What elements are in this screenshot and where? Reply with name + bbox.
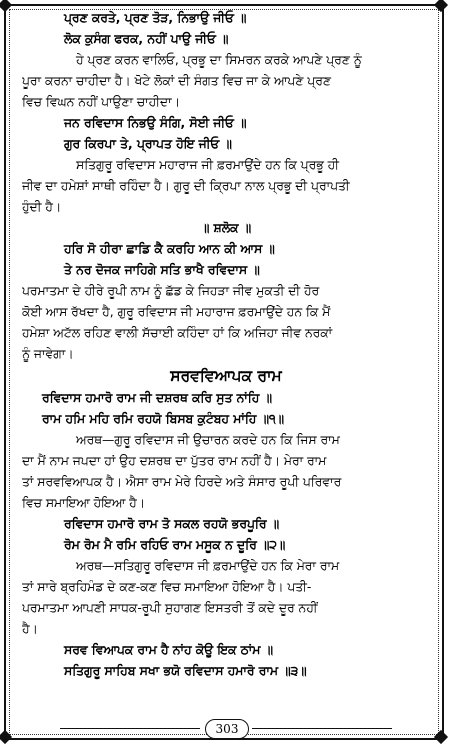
verse-line: ਸਤਿਗੁਰੂ ਸਾਹਿਬ ਸਖਾ ਭਯੋ ਰਵਿਦਾਸ ਹਮਾਰੋ ਰਾਮ ॥੩॥ <box>64 664 307 678</box>
paragraph-line: ਹਮੇਸ਼ਾ ਅਟੱਲ ਰਹਿਣ ਵਾਲੀ ਸੱਚਾਈ ਕਹਿੰਦਾ ਹਾਂ ਕਿ ਅਜਿਹਾ ਜੀਵ ਨਰਕਾਂ <box>22 326 333 340</box>
paragraph-line: ਕੋਈ ਆਸ ਰੱਖਦਾ ਹੈ, ਗੁਰੂ ਰਵਿਦਾਸ ਜੀ ਮਹਾਰਾਜ ਫ਼ਰਮਾਉਂਦੇ ਹਨ ਕਿ ਮੈਂ <box>22 305 331 319</box>
paragraph-line: ਪਰਮਾਤਮਾ ਆਪਣੀ ਸਾਧਕ-ਰੂਪੀ ਸੁਹਾਗਣ ਇਸਤਰੀ ਤੋਂ ਕਦੇ ਦੂਰ ਨਹੀਂ <box>22 601 318 615</box>
verse-line: ਪ੍ਰਣ ਕਰਤੇ, ਪ੍ਰਣ ਤੋੜ, ਨਿਭਾਉ ਜੀਓ ॥ <box>64 11 247 25</box>
paragraph-line: ਤਾਂ ਸਾਰੇ ਬ੍ਰਹਿਮੰਡ ਦੇ ਕਣ-ਕਣ ਵਿਚ ਸਮਾਇਆ ਹੋਇਆ ਹੈ। ਪਤੀ- <box>22 580 312 594</box>
footer-rule-left <box>60 728 200 729</box>
section-label: ॥ ਸ਼ਲੋਕ ॥ <box>200 221 252 235</box>
paragraph-line: ਹੇ ਪ੍ਰਣ ਕਰਨ ਵਾਲਿਓ, ਪ੍ਰਭੂ ਦਾ ਸਿਮਰਨ ਕਰਕੇ ਆਪਣੇ ਪ੍ਰਣ ਨੂੰ <box>76 53 362 67</box>
page-number: 303 <box>205 719 249 739</box>
paragraph-line: ਨੂੰ ਜਾਵੇਗਾ। <box>22 347 74 361</box>
paragraph-line: ਪੂਰਾ ਕਰਨਾ ਚਾਹੀਦਾ ਹੈ। ਖੋਟੇ ਲੋਕਾਂ ਦੀ ਸੰਗਤ ਵਿਚ ਜਾ ਕੇ ਆਪਣੇ ਪ੍ਰਣ <box>22 74 331 88</box>
paragraph-line: ਹੁੰਦੀ ਹੈ। <box>22 200 62 214</box>
verse-line: ਰੋਮ ਰੋਮ ਮੈ ਰਮਿ ਰਹਿਓ ਰਾਮ ਮਸੂਕ ਨ ਦੂਰਿ ॥੨॥ <box>64 538 286 552</box>
verse-line: ਹਰਿ ਸੋ ਹੀਰਾ ਛਾਡਿ ਕੈ ਕਰਹਿ ਆਨ ਕੀ ਆਸ ॥ <box>64 242 275 256</box>
verse-line: ਸਰਵ ਵਿਆਪਕ ਰਾਮ ਹੈ ਨਾਂਹ ਕੋਊ ਇਕ ਠਾਂਮ ॥ <box>64 643 273 657</box>
paragraph-line: ਵਿਚ ਸਮਾਇਆ ਹੋਇਆ ਹੈ। <box>22 496 145 510</box>
page-text <box>22 8 430 682</box>
paragraph-line: ਵਿਚ ਵਿਘਨ ਨਹੀਂ ਪਾਉਣਾ ਚਾਹੀਦਾ। <box>22 95 180 109</box>
paragraph-line: ਹੈ। <box>22 622 38 636</box>
paragraph-line: ਦਾ ਮੈਂ ਨਾਮ ਜਪਦਾ ਹਾਂ ਉਹ ਦਸ਼ਰਥ ਦਾ ਪੁੱਤਰ ਰਾਮ ਨਹੀਂ ਹੈ। ਮੇਰਾ ਰਾਮ <box>22 454 327 468</box>
page-footer <box>0 716 450 742</box>
verse-line: ਰਾਮ ਹਮਿ ਮਹਿ ਰਮਿ ਰਹਯੋ ਬਿਸਬ ਕੁਟੰਬਹ ਮਾਂਹਿ ॥੧॥ <box>42 412 284 426</box>
verse-line: ਰਵਿਦਾਸ ਹਮਾਰੋ ਰਾਮ ਤੋ ਸਕਲ ਰਹਯੋ ਭਰਪੂਰਿ ॥ <box>64 517 280 531</box>
paragraph-line: ਅਰਥ—ਗੁਰੂ ਰਵਿਦਾਸ ਜੀ ਉਚਾਰਨ ਕਰਦੇ ਹਨ ਕਿ ਜਿਸ ਰਾਮ <box>76 433 340 447</box>
verse-line: ਰਵਿਦਾਸ ਹਮਾਰੋ ਰਾਮ ਜੀ ਦਸ਼ਰਥ ਕਰਿ ਸੁਤ ਨਾਂਹਿ ॥ <box>42 391 272 405</box>
paragraph-line: ਸਤਿਗੁਰੂ ਰਵਿਦਾਸ ਮਹਾਰਾਜ ਜੀ ਫ਼ਰਮਾਉਂਦੇ ਹਨ ਕਿ ਪ੍ਰਭੂ ਹੀ <box>76 158 339 172</box>
verse-line: ਜਨ ਰਵਿਦਾਸ ਨਿਭਉ ਸੰਗਿ, ਸੋਈ ਜੀਓ ॥ <box>64 116 247 130</box>
paragraph-line: ਅਰਥ—ਸਤਿਗੁਰੂ ਰਵਿਦਾਸ ਜੀ ਫ਼ਰਮਾਉਂਦੇ ਹਨ ਕਿ ਮੇਰਾ ਰਾਮ <box>76 559 340 573</box>
section-heading: ਸਰਵਵਿਆਪਕ ਰਾਮ <box>170 367 282 385</box>
paragraph-line: ਜੀਵ ਦਾ ਹਮੇਸ਼ਾਂ ਸਾਥੀ ਰਹਿੰਦਾ ਹੈ। ਗੁਰੂ ਦੀ ਕ੍ਰਿਪਾ ਨਾਲ ਪ੍ਰਭੂ ਦੀ ਪ੍ਰਾਪਤੀ <box>22 179 350 193</box>
footer-rule-right <box>252 728 392 729</box>
verse-line: ਲੋਕ ਕੁਸੰਗ ਫਰਕ, ਨਹੀਂ ਪਾਉ ਜੀਓ ॥ <box>64 32 229 46</box>
verse-line: ਤੇ ਨਰ ਦੋਜਕ ਜਾਹਿਗੇ ਸਤਿ ਭਾਖੈ ਰਵਿਦਾਸ ॥ <box>64 263 260 277</box>
verse-line: ਗੁਰ ਕਿਰਪਾ ਤੇ, ਪ੍ਰਾਪਤ ਹੋਇ ਜੀਓ ॥ <box>64 137 232 151</box>
paragraph-line: ਪਰਮਾਤਮਾ ਦੇ ਹੀਰੇ ਰੂਪੀ ਨਾਮ ਨੂੰ ਛੱਡ ਕੇ ਜਿਹੜਾ ਜੀਵ ਮੁਕਤੀ ਦੀ ਹੋਰ <box>22 284 320 298</box>
paragraph-line: ਤਾਂ ਸਰਵਵਿਆਪਕ ਹੈ। ਐਸਾ ਰਾਮ ਮੇਰੇ ਹਿਰਦੇ ਅਤੇ ਸੰਸਾਰ ਰੂਪੀ ਪਰਿਵਾਰ <box>22 475 342 489</box>
